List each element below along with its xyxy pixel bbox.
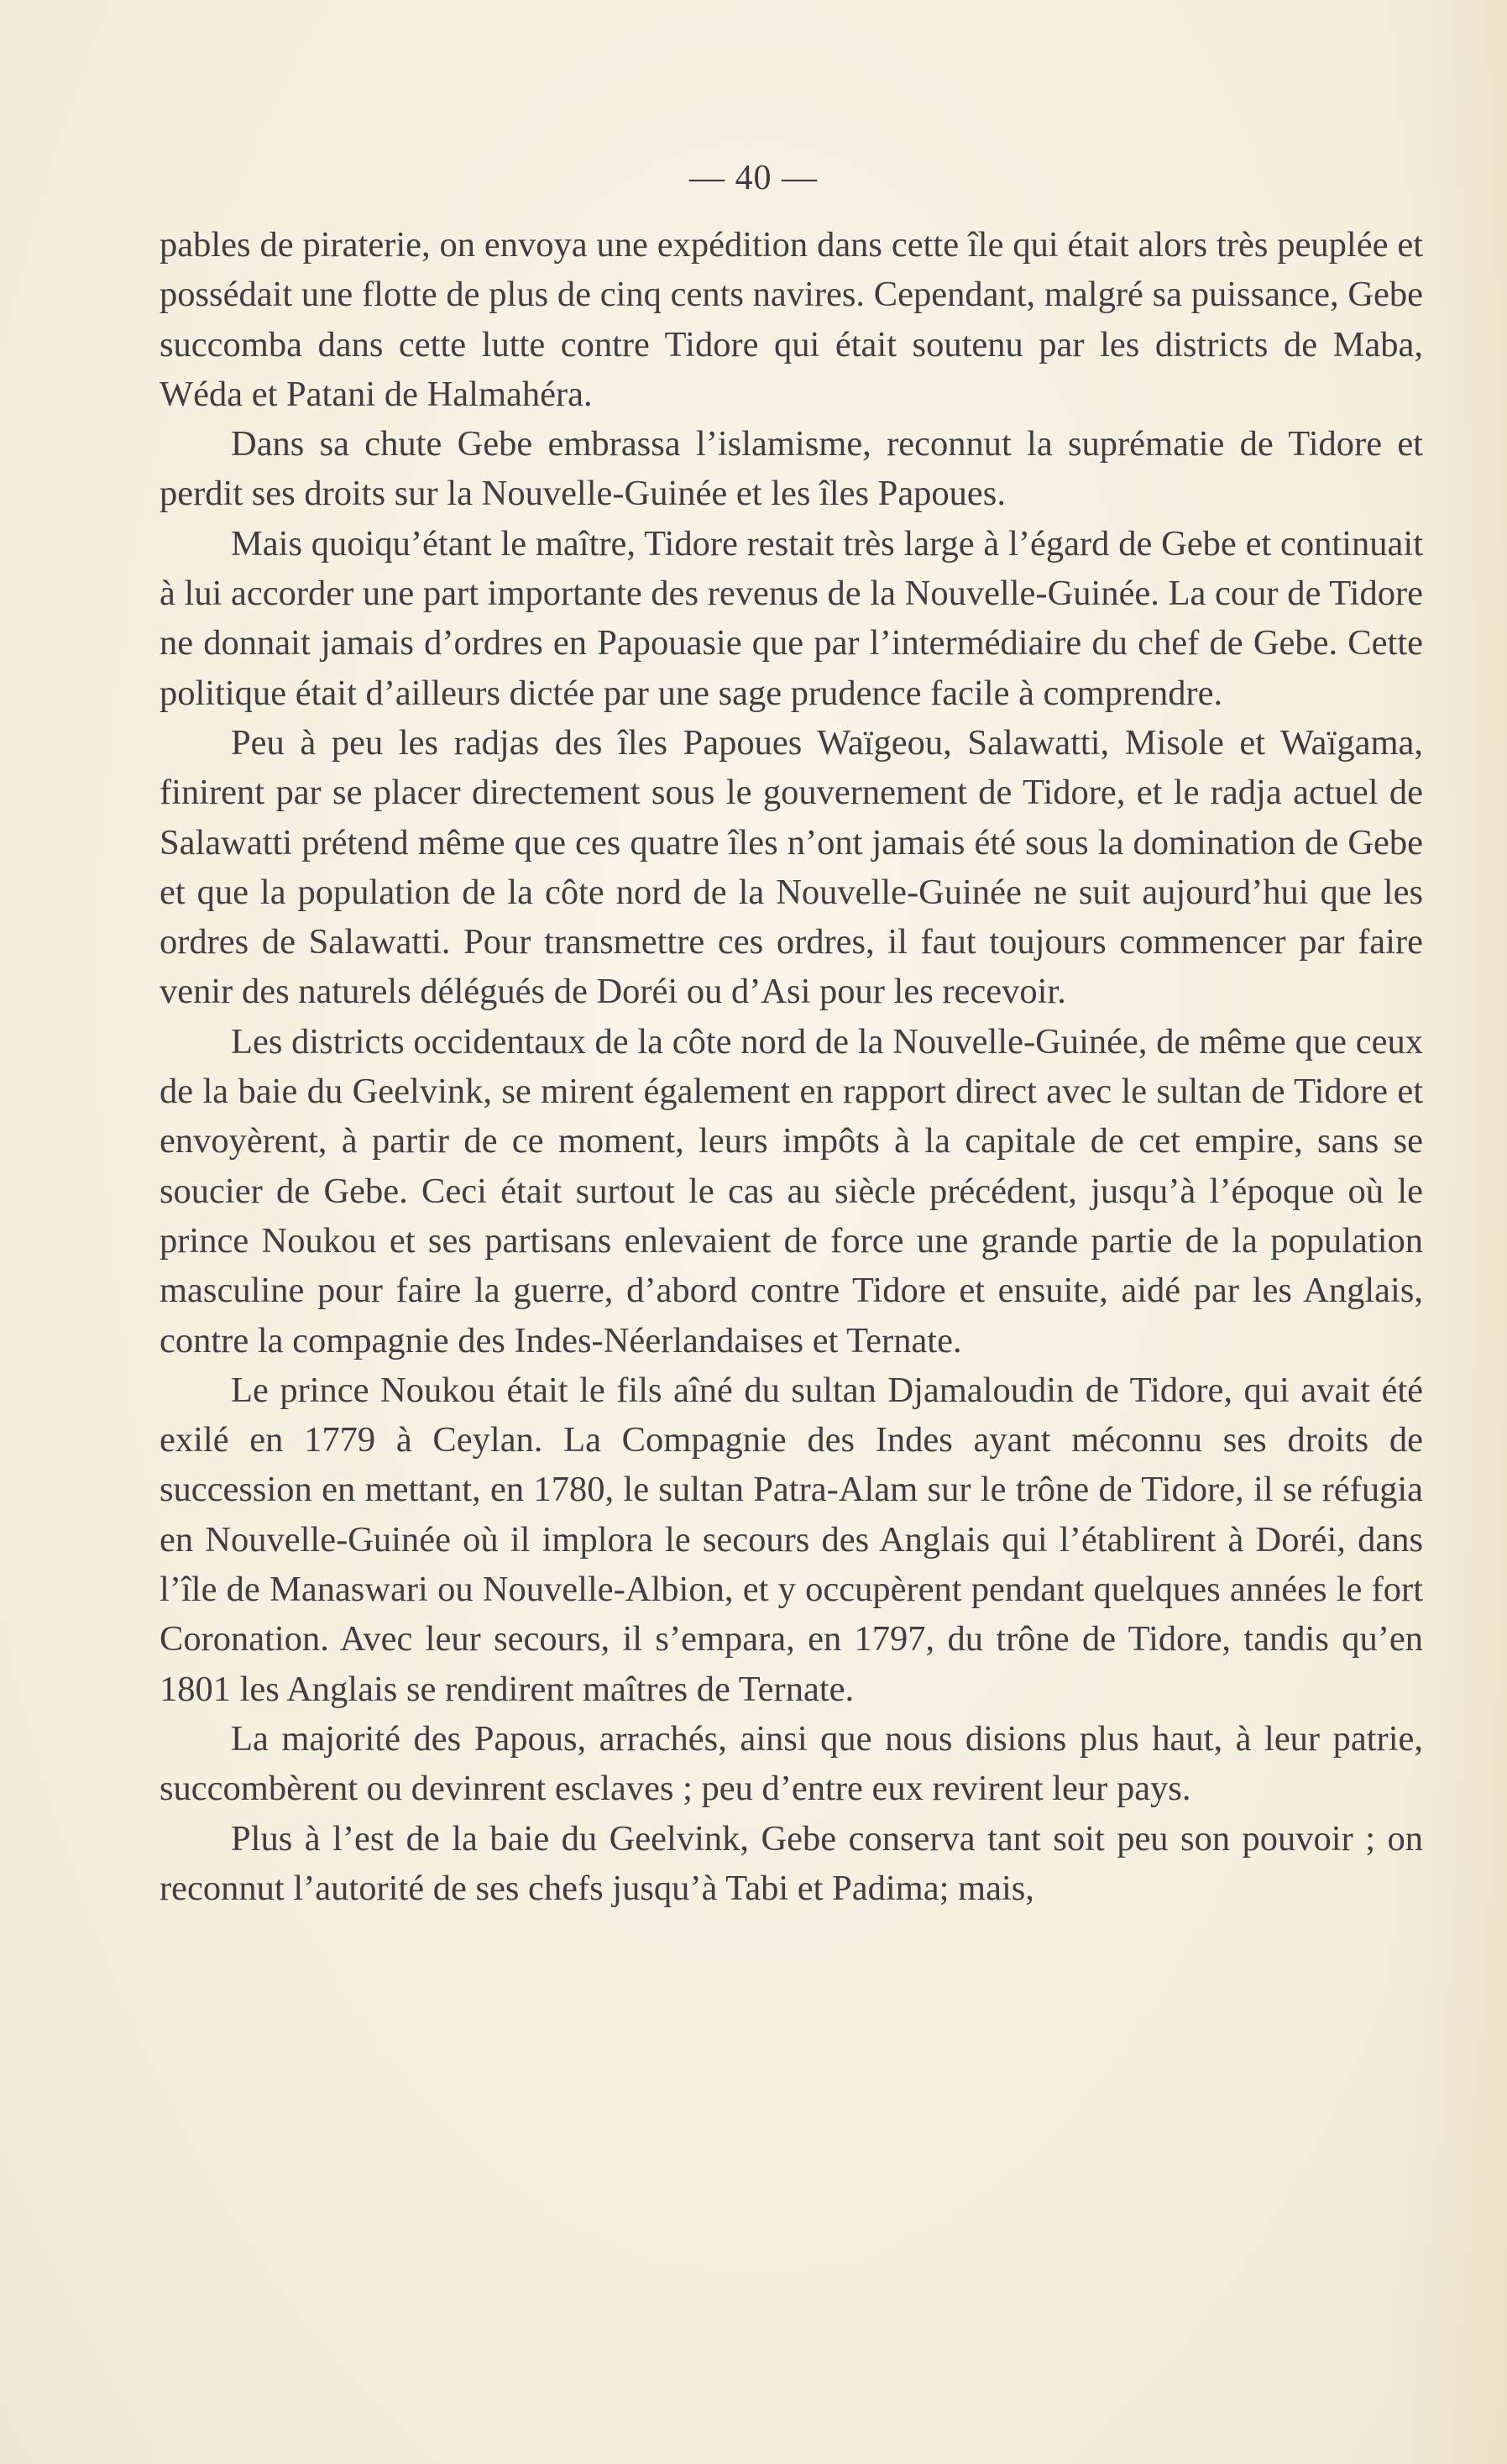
paragraph-5: Les districts occidentaux de la côte nord de la Nouvelle-Guinée, de même que ceux de la baie du Geelvink, se mirent également en rapport direct avec le sultan de Tidore et envoyèrent, à partir de ce moment, leurs impôts à la capitale de cet empire, sans se soucier de Gebe. Ceci était surtout le cas au siècle précédent, jusqu’à l’époque où le prince Noukou et ses partisans enlevaient de force une grande partie de la population masculine pour faire la guerre, d’abord contre Tidore et ensuite, aidé par les Anglais, contre la compagnie des Indes-Néerlandaises et Ternate.	[160, 1021, 1423, 1360]
paragraph-4: Peu à peu les radjas des îles Papoues Waïgeou, Salawatti, Misole et Waïgama, finirent par se placer directement sous le gouvernement de Tidore, et le radja actuel de Salawatti prétend même que ces quatre îles n’ont jamais été sous la domination de Gebe et que la population de la côte nord de la Nouvelle-Guinée ne suit aujourd’hui que les ordres de Salawatti. Pour transmettre ces ordres, il faut toujours commencer par faire venir des naturels délégués de Doréi ou d’Asi pour les recevoir.	[160, 722, 1423, 1012]
paragraph-7: La majorité des Papous, arrachés, ainsi que nous disions plus haut, à leur patrie, succombèrent ou devinrent esclaves ; peu d’entre eux revirent leur pays.	[160, 1718, 1423, 1809]
body-text	[160, 220, 1423, 1913]
paragraph-1: pables de piraterie, on envoya une expédition dans cette île qui était alors très peuplée et possédait une flotte de plus de cinq cents navires. Cependant, malgré sa puissance, Gebe succomba dans cette lutte contre Tidore qui était soutenu par les districts de Maba, Wéda et Patani de Halmahéra.	[160, 225, 1423, 414]
paragraph-2: Dans sa chute Gebe embrassa l’islamisme, reconnut la suprématie de Tidore et perdit ses droits sur la Nouvelle-Guinée et les îles Papoues.	[160, 424, 1423, 514]
paragraph-8: Plus à l’est de la baie du Geelvink, Gebe conserva tant soit peu son pouvoir ; on reconnut l’autorité de ses chefs jusqu’à Tabi et Padima; mais,	[160, 1818, 1423, 1908]
paragraph-3: Mais quoiqu’étant le maître, Tidore restait très large à l’égard de Gebe et continuait à lui accorder une part importante des revenus de la Nouvelle-Guinée. La cour de Tidore ne donnait jamais d’ordres en Papouasie que par l’intermédiaire du chef de Gebe. Cette politique était d’ailleurs dictée par une sage prudence facile à comprendre.	[160, 523, 1423, 713]
paragraph-6: Le prince Noukou était le fils aîné du sultan Djamaloudin de Tidore, qui avait été exilé en 1779 à Ceylan. La Compagnie des Indes ayant méconnu ses droits de succession en mettant, en 1780, le sultan Patra-Alam sur le trône de Tidore, il se réfugia en Nouvelle-Guinée où il implora le secours des Anglais qui l’établirent à Doréi, dans l’île de Manaswari ou Nouvelle-Albion, et y occupèrent pendant quelques années le fort Coronation. Avec leur secours, il s’empara, en 1797, du trône de Tidore, tandis qu’en 1801 les Anglais se rendirent maîtres de Ternate.	[160, 1370, 1423, 1709]
page-number: — 40 —	[689, 159, 818, 197]
